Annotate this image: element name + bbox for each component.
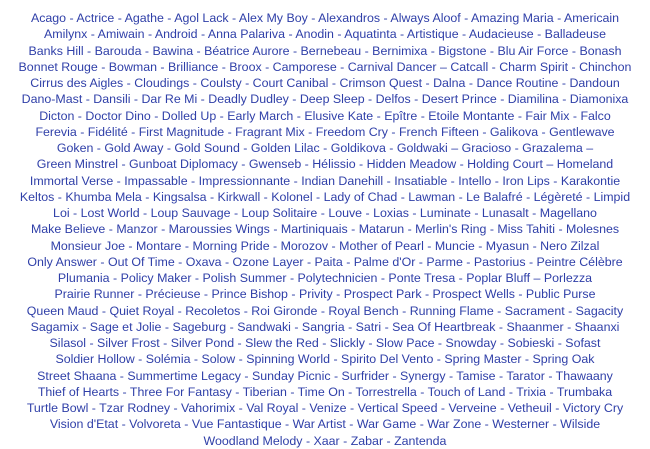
horse-names-list [2,10,648,449]
names-line: Ferevia - Fidélité - First Magnitude - Fragrant Mix - Freedom Cry - French Fifteen - Galikova - Gentlewave [35,124,615,139]
names-line: Silasol - Silver Frost - Silver Pond - Slew the Red - Slickly - Slow Pace - Snowday - Sobieski - Sofast [49,336,601,350]
names-line: Banks Hill - Barouda - Bawina - Béatrice Aurore - Bernebeau - Bernimixa - Bigstone - Blu Air Force - Bonash [28,43,622,58]
names-line: Thief of Hearts - Three For Fantasy - Tiberian - Time On - Torrestrella - Touch of Land - Trixia - Trumbaka [37,384,613,399]
names-line: Queen Maud - Quiet Royal - Recoletos - Roi Gironde - Royal Bench - Running Flame - Sacrament - Sagacity [26,303,624,318]
names-line: Loi - Lost World - Loup Sauvage - Loup Solitaire - Louve - Loxias - Luminate - Lunasalt - Magellano [53,206,597,220]
names-line: Prairie Runner - Précieuse - Prince Bishop - Privity - Prospect Park - Prospect Wells - Public Purse [54,287,596,302]
names-line: Acago - Actrice - Agathe - Agol Lack - Alex My Boy - Alexandros - Always Aloof - Amazing Maria - Americain [30,11,620,25]
names-line: Bonnet Rouge - Bowman - Brilliance - Broox - Camporese - Carnival Dancer – Catcall - Charm Spirit - Chinchon [18,59,632,74]
names-line: Turtle Bowl - Tzar Rodney - Vahorimix - Val Royal - Venize - Vertical Speed - Verveine - Vetheuil - Victory Cry [26,401,624,415]
names-line: Woodland Melody - Xaar - Zabar - Zantenda [203,433,447,448]
names-line: Immortal Verse - Impassable - Impressionnante - Indian Danehill - Insatiable - Intello - Iron Lips - Karakontie [29,173,621,188]
names-line: Only Answer - Out Of Time - Oxava - Ozone Layer - Paita - Palme d'Or - Parme - Pastorius - Peintre Célèbre [27,254,623,269]
names-line: Street Shaana - Summertime Legacy - Sunday Picnic - Surfrider - Synergy - Tamise - Tarator - Thawaany [37,368,613,383]
names-line: Amilynx - Amiwain - Android - Anna Palariva - Anodin - Aquatinta - Artistique - Audacieuse - Balladeuse [43,27,606,42]
names-line: Green Minstrel - Gunboat Diplomacy - Gwenseb - Hélissio - Hidden Meadow - Holding Court – Homeland [36,157,614,172]
names-line: Sagamix - Sage et Jolie - Sageburg - Sandwaki - Sangria - Satri - Sea Of Heartbreak - Shaanmer - Shaanxi [30,319,620,334]
names-line: Soldier Hollow - Solémia - Solow - Spinning World - Spirito Del Vento - Spring Master - Spring Oak [55,352,595,367]
names-line: Dano-Mast - Dansili - Dar Re Mi - Deadly Dudley - Deep Sleep - Delfos - Desert Prince - Diamilina - Diamonixa [21,92,629,107]
names-line: Dicton - Doctor Dino - Dolled Up - Early March - Elusive Kate - Epître - Etoile Montante - Fair Mix - Falco [39,108,611,123]
names-line: Vision d'Etat - Volvoreta - Vue Fantastique - War Artist - War Game - War Zone - Westerner - Wilside [49,417,601,432]
names-line: Monsieur Joe - Montare - Morning Pride - Morozov - Mother of Pearl - Muncie - Myasun - Nero Zilzal [50,238,600,253]
names-line: Plumania - Policy Maker - Polish Summer - Polytechnicien - Ponte Tresa - Poplar Bluff – Porlezza [57,271,593,285]
names-line: Keltos - Khumba Mela - Kingsalsa - Kirkwall - Kolonel - Lady of Chad - Lawman - Le Balafré - Légèreté - Limpid [19,189,631,204]
names-line: Make Believe - Manzor - Maroussies Wings - Martiniquais - Matarun - Merlin's Ring - Miss Tahiti - Molesnes [30,222,620,237]
names-line: Cirrus des Aigles - Cloudings - Coulsty - Court Canibal - Crimson Quest - Dalna - Dance Routine - Dandoun [30,76,620,90]
names-line: Goken - Gold Away - Gold Sound - Golden Lilac - Goldikova - Goldwaki – Gracioso - Grazalema – [56,141,594,155]
